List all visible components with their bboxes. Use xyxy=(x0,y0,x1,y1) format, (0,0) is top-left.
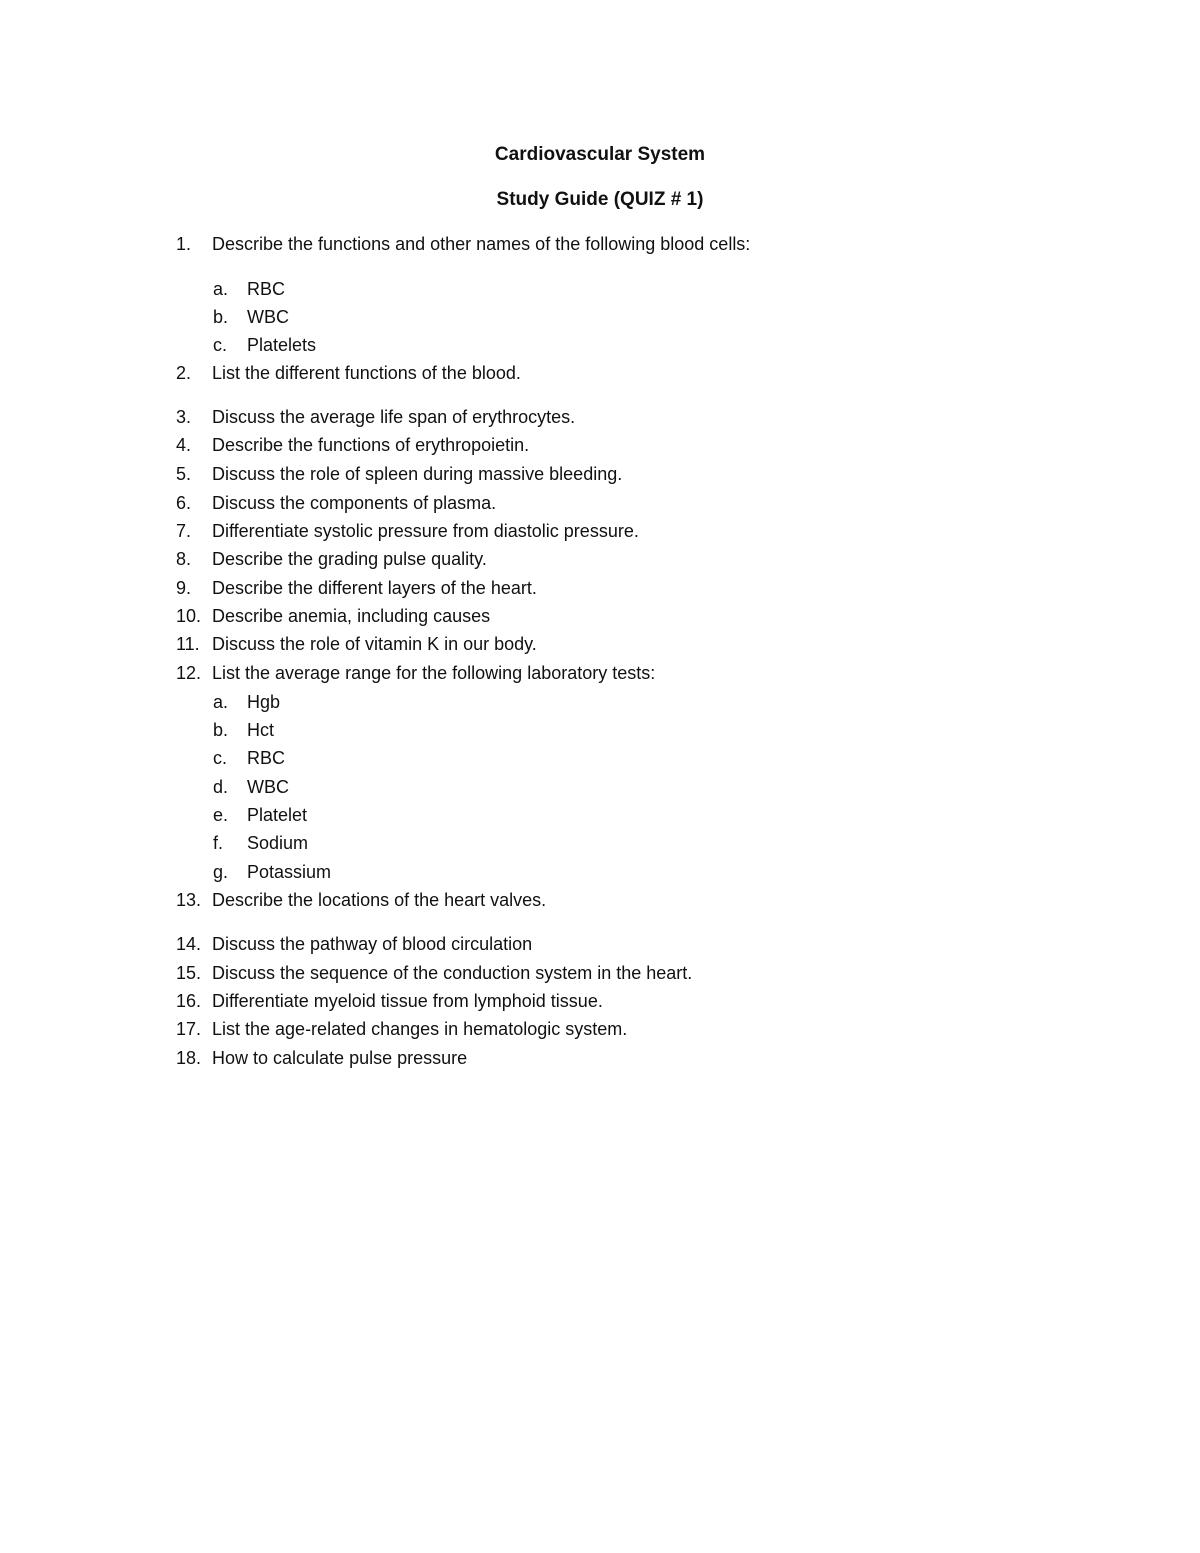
sub-item-text: Sodium xyxy=(247,833,309,853)
question-text: Discuss the components of plasma. xyxy=(212,493,497,513)
sub-item-text: Platelet xyxy=(247,805,308,825)
sub-item-text: WBC xyxy=(247,777,289,797)
sub-item-letter: f. xyxy=(213,833,224,853)
question-number: 6. xyxy=(176,493,192,513)
question-number: 16. xyxy=(176,991,202,1011)
sub-item-letter: d. xyxy=(213,777,229,797)
question-number: 13. xyxy=(176,890,202,910)
sub-item-letter: a. xyxy=(213,279,229,299)
question-number: 12. xyxy=(176,663,202,683)
sub-item-text: Potassium xyxy=(247,862,332,882)
sub-item-text: RBC xyxy=(247,748,286,768)
sub-item-letter: c. xyxy=(213,335,228,355)
question-text: Discuss the sequence of the conduction system in the heart. xyxy=(212,963,693,983)
question-number: 2. xyxy=(176,363,192,383)
question-text: Differentiate myeloid tissue from lymphoid tissue. xyxy=(212,991,603,1011)
question-text: Discuss the role of vitamin K in our body. xyxy=(212,634,537,654)
sub-item-text: Hct xyxy=(247,720,274,740)
question-number: 14. xyxy=(176,934,202,954)
question-number: 8. xyxy=(176,549,192,569)
question-text: Describe the locations of the heart valves. xyxy=(212,890,547,910)
question-text: Describe anemia, including causes xyxy=(212,606,491,626)
question-text: Describe the grading pulse quality. xyxy=(212,549,487,569)
question-number: 11. xyxy=(176,634,200,654)
sub-item-letter: a. xyxy=(213,692,229,712)
sub-item-letter: b. xyxy=(213,307,229,327)
question-number: 9. xyxy=(176,578,192,598)
question-number: 5. xyxy=(176,464,192,484)
question-text: Differentiate systolic pressure from diastolic pressure. xyxy=(212,521,639,541)
question-number: 3. xyxy=(176,407,192,427)
question-text: Discuss the average life span of erythrocytes. xyxy=(212,407,576,427)
question-number: 17. xyxy=(176,1019,202,1039)
sub-item-letter: c. xyxy=(213,748,228,768)
question-text: Describe the functions and other names of the following blood cells: xyxy=(212,234,751,254)
sub-item-letter: e. xyxy=(213,805,229,825)
document-title: Cardiovascular System xyxy=(494,144,706,165)
question-text: List the average range for the following laboratory tests: xyxy=(212,663,656,683)
question-number: 7. xyxy=(176,521,192,541)
question-number: 1. xyxy=(176,234,192,254)
question-text: Discuss the role of spleen during massive bleeding. xyxy=(212,464,623,484)
question-text: List the different functions of the blood. xyxy=(212,363,521,383)
question-text: Describe the functions of erythropoietin. xyxy=(212,435,530,455)
sub-item-text: Hgb xyxy=(247,692,281,712)
sub-item-letter: b. xyxy=(213,720,229,740)
question-text: How to calculate pulse pressure xyxy=(212,1048,468,1068)
sub-item-letter: g. xyxy=(213,862,229,882)
question-number: 18. xyxy=(176,1048,202,1068)
question-number: 15. xyxy=(176,963,202,983)
question-text: List the age-related changes in hematologic system. xyxy=(212,1019,628,1039)
question-number: 4. xyxy=(176,435,192,455)
question-text: Discuss the pathway of blood circulation xyxy=(212,934,533,954)
sub-item-text: WBC xyxy=(247,307,289,327)
sub-item-text: Platelets xyxy=(247,335,317,355)
question-text: Describe the different layers of the heart. xyxy=(212,578,537,598)
document-subtitle: Study Guide (QUIZ # 1) xyxy=(496,189,704,210)
sub-item-text: RBC xyxy=(247,279,286,299)
question-number: 10. xyxy=(176,606,202,626)
